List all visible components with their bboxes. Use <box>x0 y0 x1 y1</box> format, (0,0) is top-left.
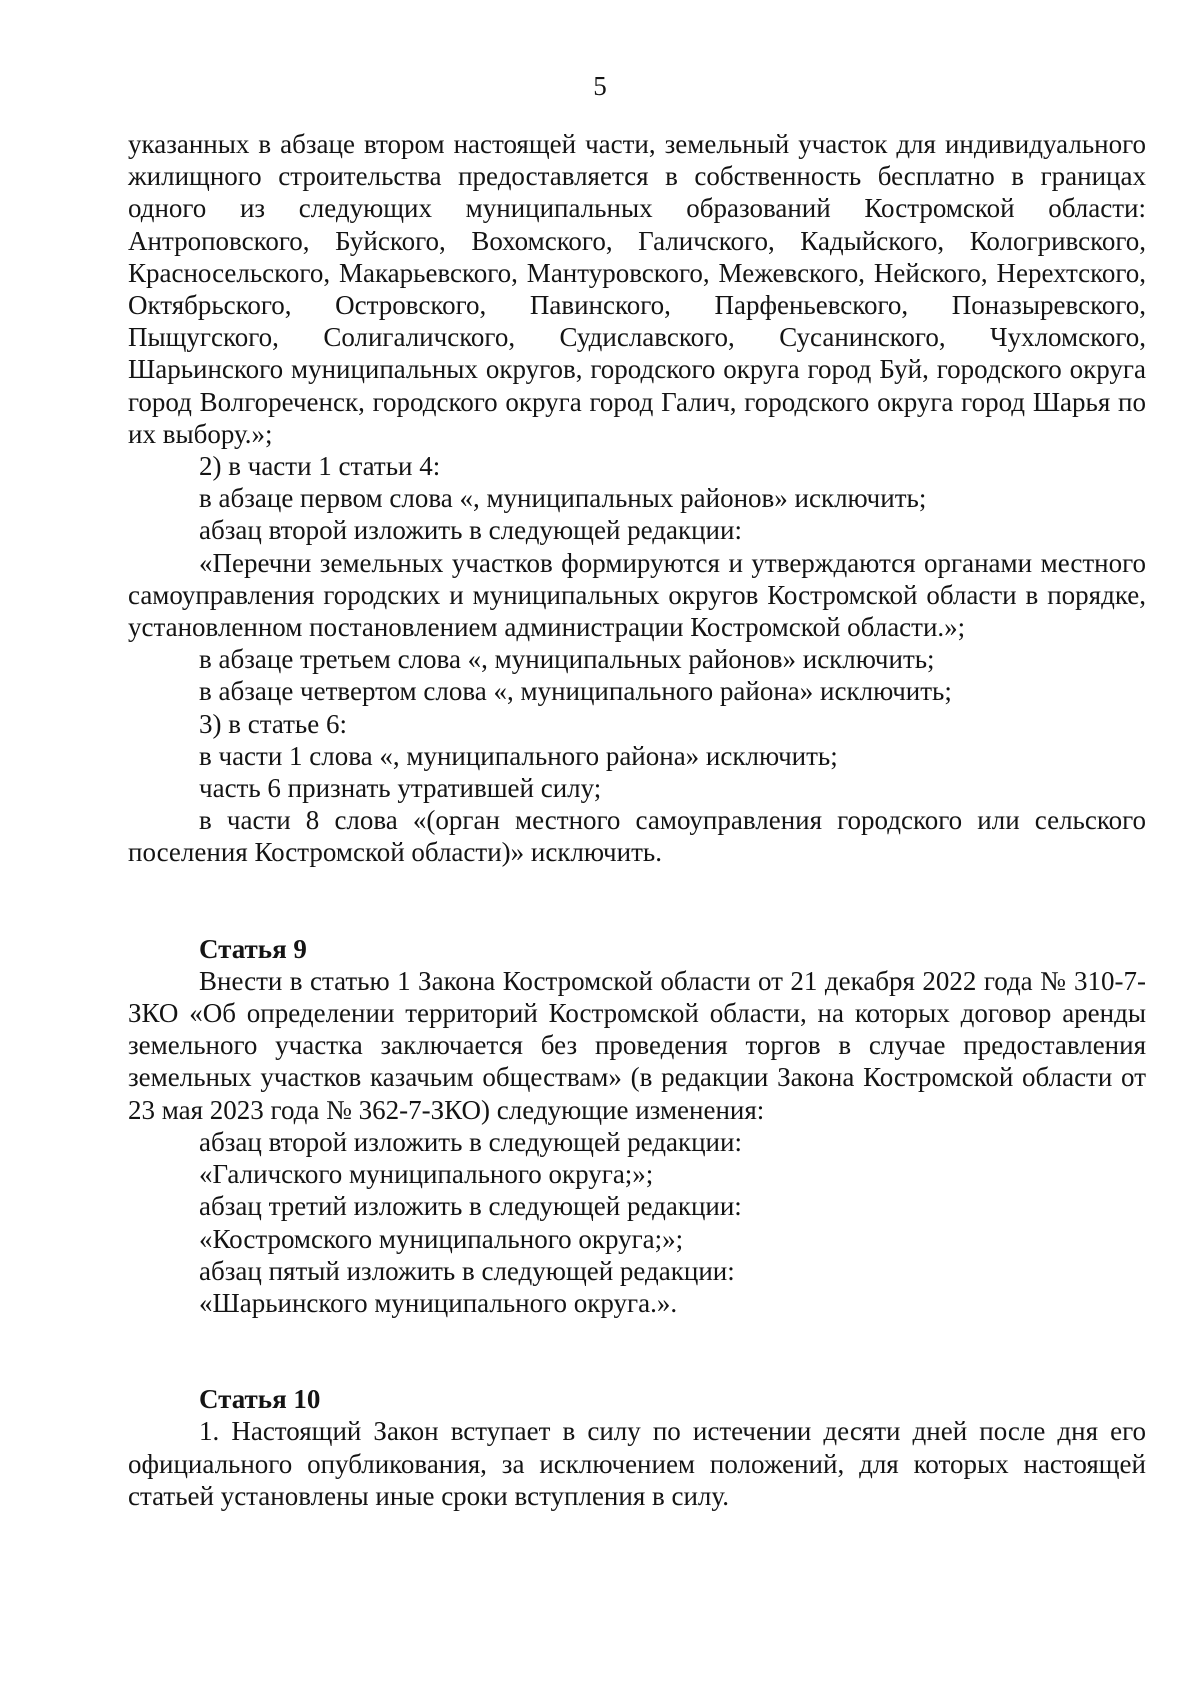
article-9-paragraph: абзац пятый изложить в следующей редакции: <box>199 1255 735 1286</box>
article-9-paragraph: Внести в статью 1 Закона Костромской области от 21 декабря 2022 года № 310-7-ЗКО «Об определении территорий Костромской области, на которых договор аренды земельного участка заключается без проведения торгов в случае предоставления земельных участков казачьим обществам» (в редакции Закона Костромской области от 23 мая 2023 года № 362-7-ЗКО) следующие изменения: <box>128 965 1146 1125</box>
article-10-heading: Статья 10 <box>199 1384 321 1415</box>
article-10-section <box>128 1383 1146 1512</box>
article-9-paragraph: «Шарьинского муниципального округа.». <box>199 1287 678 1318</box>
section-spacer <box>128 1319 1146 1383</box>
article-9-paragraph: абзац второй изложить в следующей редакции: <box>199 1126 742 1157</box>
section-spacer <box>128 869 1146 933</box>
paragraph-item-3: 3) в статье 6: <box>199 708 347 739</box>
article-10-paragraph: 1. Настоящий Закон вступает в силу по истечении десяти дней после дня его официального опубликования, за исключением положений, для которых настоящей статьей установлены иные сроки вступления в силу. <box>128 1416 1146 1511</box>
article-9-paragraph: «Галичского муниципального округа;»; <box>199 1159 654 1190</box>
paragraph-quote: «Перечни земельных участков формируются и утверждаются органами местного самоуправления городских и муниципальных округов Костромской области в порядке, установленном постановлением администрации Костромской области.»; <box>128 547 1146 643</box>
article-9-heading: Статья 9 <box>199 933 307 964</box>
paragraph: в абзаце третьем слова «, муниципальных районов» исключить; <box>199 644 935 675</box>
article-9-paragraph: абзац третий изложить в следующей редакции: <box>199 1191 742 1222</box>
paragraph: в части 1 слова «, муниципального района» исключить; <box>199 740 838 771</box>
article-9-section <box>128 933 1146 1319</box>
document-body <box>128 128 1146 1512</box>
paragraph: часть 6 признать утратившей силу; <box>199 773 602 804</box>
paragraph-continuation: указанных в абзаце втором настоящей части, земельный участок для индивидуального жилищного строительства предоставляется в собственность бесплатно в границах одного из следующих муниципальных образований Костромской области: Антроповского, Буйского, Вохомского, Галичского, Кадыйского, Кологривского, Красносельского, Макарьевского, Мантуровского, Межевского, Нейского, Нерехтского, Октябрьского, Островского, Павинского, Парфеньевского, Поназыревского, Пыщугского, Солигаличского, Судиславского, Сусанинского, Чухломского, Шарьинского муниципальных округов, городского округа город Буй, городского округа город Волгореченск, городского округа город Галич, городского округа город Шарья по их выбору.»; <box>128 129 1146 449</box>
paragraph: в части 8 слова «(орган местного самоуправления городского или сельского поселения Костромской области)» исключить. <box>128 805 1146 868</box>
paragraph-item-2: 2) в части 1 статьи 4: <box>199 451 441 482</box>
paragraph: в абзаце первом слова «, муниципальных районов» исключить; <box>199 483 927 514</box>
article-9-paragraph: «Костромского муниципального округа;»; <box>199 1223 684 1254</box>
paragraph: абзац второй изложить в следующей редакции: <box>199 515 742 546</box>
page-number: 5 <box>593 71 607 101</box>
paragraph: в абзаце четвертом слова «, муниципального района» исключить; <box>199 676 952 707</box>
